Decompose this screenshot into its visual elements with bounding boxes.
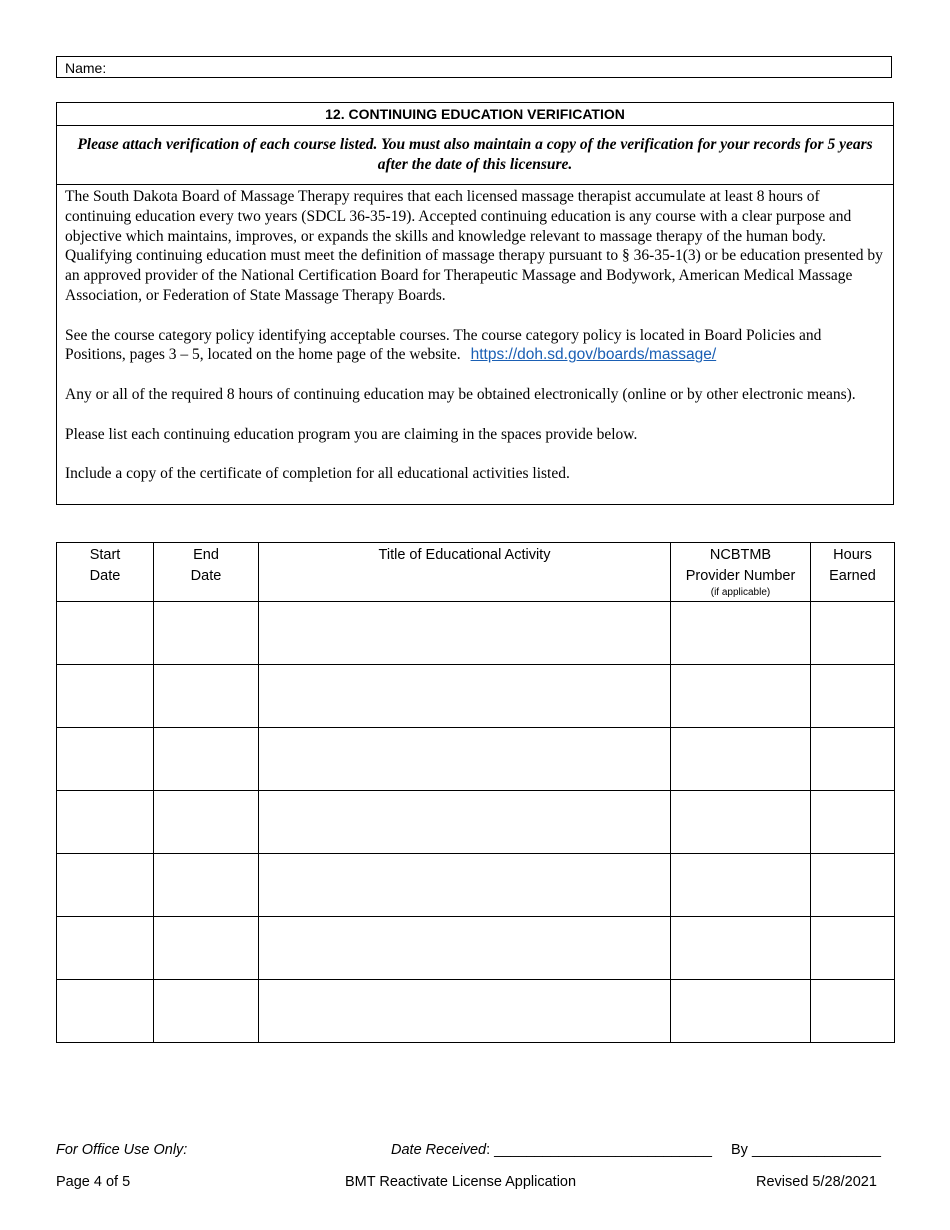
requirements-paragraph: The South Dakota Board of Massage Therapy requires that each licensed massage therapist accumulate at least 8 hours of continuing education every two years (SDCL 36-35-19). Accepted continuing education is any course with a clear purpose and objective which maintains, improves, or expands the skills and knowledge relevant to massage therapy of the human body. Qualifying continuing education must meet the definition of massage therapy pursuant to § 36-35-1(3) or be education presented by an approved provider of the National Certification Board for Therapeutic Massage and Bodywork, American Medical Massage Association, or Federation of State Massage Therapy Boards. (65, 188, 883, 304)
start-date-cell (57, 728, 154, 791)
end-date-cell (154, 980, 259, 1043)
provider-number-cell (671, 980, 811, 1043)
activity-title-input[interactable] (259, 728, 670, 790)
end-date-input[interactable] (154, 728, 258, 790)
list-programs-paragraph: Please list each continuing education program you are claiming in the spaces provide below. (65, 425, 638, 443)
board-website-link[interactable]: https://doh.sd.gov/boards/massage/ (470, 346, 717, 364)
hours-earned-input[interactable] (811, 791, 894, 853)
hours-earned-input[interactable] (811, 980, 894, 1042)
provider-number-input[interactable] (671, 665, 810, 727)
end-date-cell (154, 854, 259, 917)
end-date-input[interactable] (154, 602, 258, 664)
table-row (57, 980, 895, 1043)
provider-number-input[interactable] (671, 602, 810, 664)
hours-earned-cell (811, 854, 895, 917)
provider-number-input[interactable] (671, 791, 810, 853)
hours-earned-header: Hours Earned (811, 543, 895, 602)
course-category-text: See the course category policy identifying acceptable courses. The course category policy is located in Board Policies and Positions, pages 3 – 5, located on the home page of the website. (65, 326, 822, 364)
form-name: BMT Reactivate License Application (345, 1174, 577, 1190)
end-date-input[interactable] (154, 854, 258, 916)
end-date-cell (154, 602, 259, 665)
start-date-input[interactable] (57, 854, 153, 916)
provider-number-cell (671, 728, 811, 791)
end-date-cell (154, 791, 259, 854)
hours-earned-cell (811, 602, 895, 665)
table-row (57, 728, 895, 791)
start-date-cell (57, 791, 154, 854)
end-date-header: End Date (154, 543, 259, 602)
section-title: 12. CONTINUING EDUCATION VERIFICATION (57, 103, 894, 126)
provider-number-input[interactable] (671, 917, 810, 979)
end-date-input[interactable] (154, 791, 258, 853)
table-row (57, 665, 895, 728)
continuing-education-table (56, 542, 895, 1043)
start-date-input[interactable] (57, 602, 153, 664)
date-received-line: : ___________________________ (486, 1142, 712, 1158)
activity-title-cell (259, 854, 671, 917)
provider-number-input[interactable] (671, 728, 810, 790)
certificate-paragraph: Include a copy of the certificate of completion for all educational activities listed. (65, 465, 570, 483)
office-use-label: For Office Use Only: (56, 1142, 188, 1158)
activity-title-cell (259, 602, 671, 665)
hours-earned-input[interactable] (811, 854, 894, 916)
provider-number-cell (671, 602, 811, 665)
start-date-cell (57, 854, 154, 917)
activity-title-cell (259, 728, 671, 791)
activity-title-input[interactable] (259, 917, 670, 979)
end-date-input[interactable] (154, 665, 258, 727)
provider-number-input[interactable] (671, 980, 810, 1042)
table-row (57, 917, 895, 980)
table-header-row (57, 543, 895, 602)
date-received-field (391, 1142, 712, 1158)
received-by-field: By ________________ (731, 1142, 881, 1158)
provider-number-cell (671, 791, 811, 854)
start-date-input[interactable] (57, 980, 153, 1042)
hours-earned-input[interactable] (811, 728, 894, 790)
attach-verification-instruction: Please attach verification of each course listed. You must also maintain a copy of the verification for your records for 5 years after the date of this licensure. (57, 126, 894, 185)
hours-earned-input[interactable] (811, 665, 894, 727)
start-date-input[interactable] (57, 728, 153, 790)
revision-date: Revised 5/28/2021 (756, 1174, 877, 1190)
end-date-cell (154, 665, 259, 728)
start-date-input[interactable] (57, 665, 153, 727)
table-row (57, 791, 895, 854)
activity-title-header: Title of Educational Activity (259, 543, 671, 602)
provider-number-cell (671, 917, 811, 980)
activity-title-input[interactable] (259, 665, 670, 727)
hours-earned-cell (811, 980, 895, 1043)
end-date-cell (154, 728, 259, 791)
date-received-label: Date Received (391, 1142, 487, 1158)
name-input[interactable] (110, 58, 814, 78)
course-category-paragraph (65, 326, 885, 366)
start-date-cell (57, 980, 154, 1043)
start-date-header: Start Date (57, 543, 154, 602)
activity-title-input[interactable] (259, 980, 670, 1042)
activity-title-input[interactable] (259, 791, 670, 853)
table-row (57, 602, 895, 665)
start-date-input[interactable] (57, 917, 153, 979)
activity-title-cell (259, 665, 671, 728)
end-date-cell (154, 917, 259, 980)
activity-title-cell (259, 791, 671, 854)
hours-earned-cell (811, 791, 895, 854)
end-date-input[interactable] (154, 980, 258, 1042)
table-row (57, 854, 895, 917)
provider-number-cell (671, 854, 811, 917)
name-label: Name: (65, 60, 107, 76)
hours-earned-cell (811, 665, 895, 728)
electronic-hours-paragraph: Any or all of the required 8 hours of continuing education may be obtained electronically (online or by other electronic means). (65, 385, 856, 403)
ncbtmb-provider-header: NCBTMB Provider Number (if applicable) (671, 543, 811, 602)
hours-earned-input[interactable] (811, 602, 894, 664)
hours-earned-cell (811, 728, 895, 791)
hours-earned-cell (811, 917, 895, 980)
activity-title-cell (259, 980, 671, 1043)
activity-title-input[interactable] (259, 854, 670, 916)
if-applicable-note: (if applicable) (710, 587, 771, 598)
hours-earned-input[interactable] (811, 917, 894, 979)
start-date-cell (57, 602, 154, 665)
continuing-education-section (56, 102, 894, 505)
activity-title-cell (259, 917, 671, 980)
page-number: Page 4 of 5 (56, 1174, 131, 1190)
end-date-input[interactable] (154, 917, 258, 979)
provider-number-input[interactable] (671, 854, 810, 916)
name-field-box (56, 56, 892, 78)
start-date-cell (57, 665, 154, 728)
section-body (57, 185, 894, 505)
start-date-cell (57, 917, 154, 980)
provider-number-cell (671, 665, 811, 728)
activity-title-input[interactable] (259, 602, 670, 664)
start-date-input[interactable] (57, 791, 153, 853)
